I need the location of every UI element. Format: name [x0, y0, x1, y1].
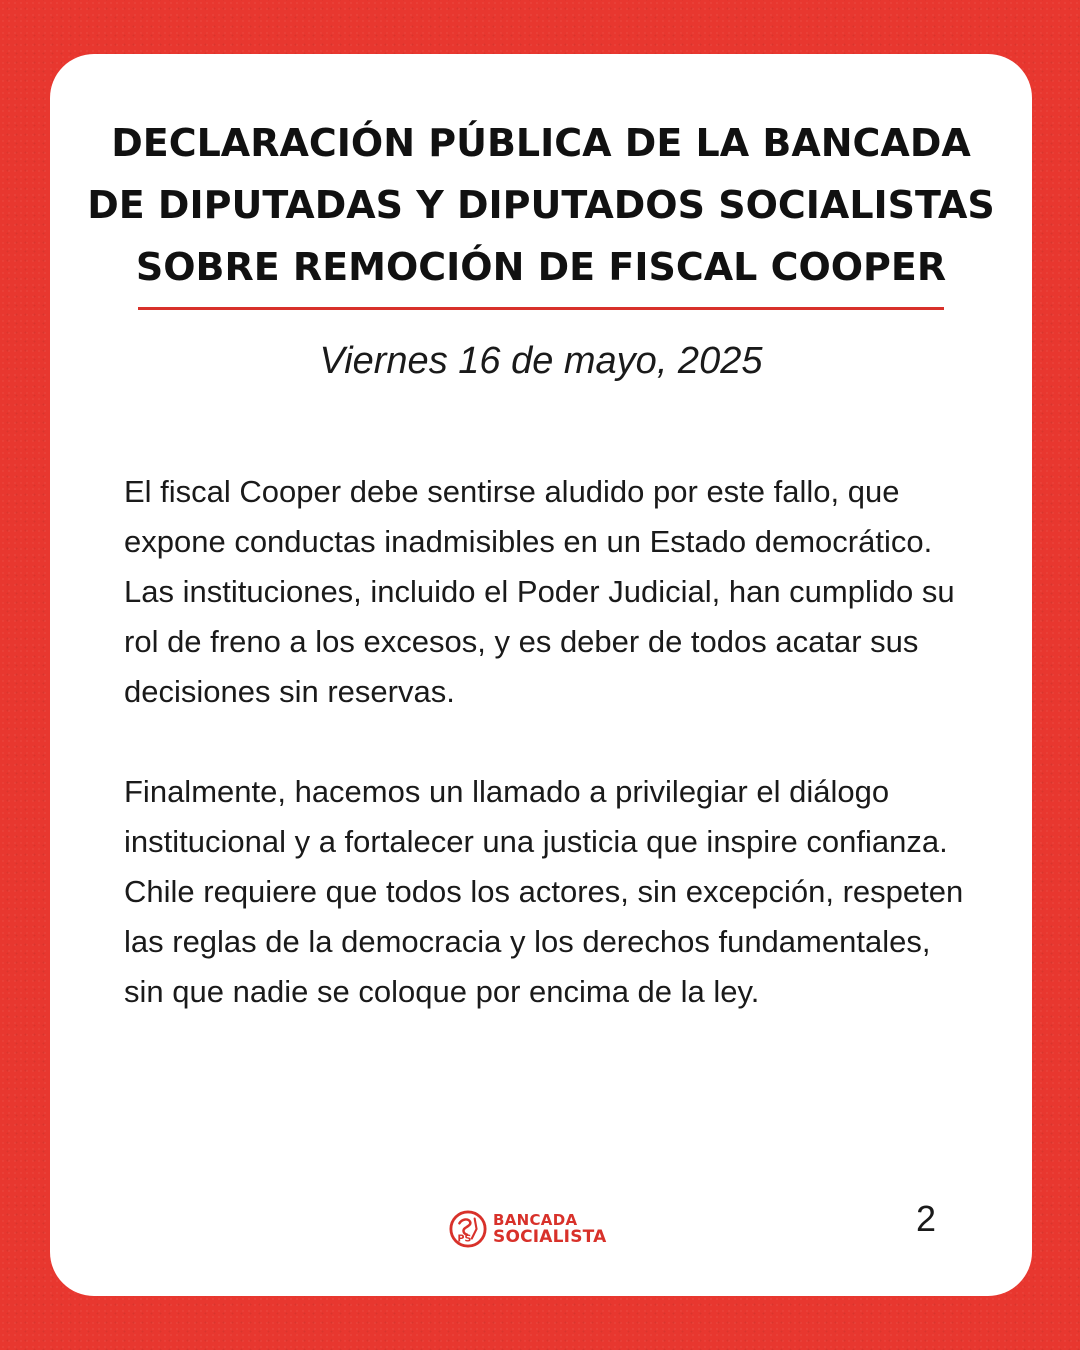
statement-card: [50, 54, 1032, 1296]
bancada-socialista-logo: [449, 1207, 607, 1251]
statement-body: [124, 467, 974, 1067]
statement-title: [50, 112, 1032, 298]
logo-line-1: BANCADA: [493, 1211, 578, 1229]
logo-line-2: SOCIALISTA: [493, 1227, 607, 1247]
logo-mark-letters: PS: [457, 1233, 472, 1245]
title-divider: [138, 307, 944, 310]
title-line: SOBRE REMOCIÓN DE FISCAL COOPER: [135, 245, 947, 289]
body-paragraph: El fiscal Cooper debe sentirse aludido por este fallo, que expone conductas inadmisibles en un Estado democrático. Las instituciones, incluido el Poder Judicial, han cumplido su rol de freno a los excesos, y es deber de todos acatar sus decisiones sin reservas.: [124, 474, 955, 709]
body-paragraph: Finalmente, hacemos un llamado a privilegiar el diálogo institucional y a fortalecer una justicia que inspire confianza. Chile requiere que todos los actores, sin excepción, respeten las reglas de la democracia y los derechos fundamentales, sin que nadie se coloque por encima de la ley.: [124, 774, 964, 1009]
page-number: 2: [915, 1198, 937, 1239]
statement-date: Viernes 16 de mayo, 2025: [319, 340, 763, 382]
logo-wordmark: [493, 1212, 607, 1246]
title-line: DE DIPUTADAS Y DIPUTADOS SOCIALISTAS: [87, 183, 995, 227]
socialist-party-logo-icon: [449, 1210, 487, 1248]
title-line: DECLARACIÓN PÚBLICA DE LA BANCADA: [111, 121, 971, 165]
